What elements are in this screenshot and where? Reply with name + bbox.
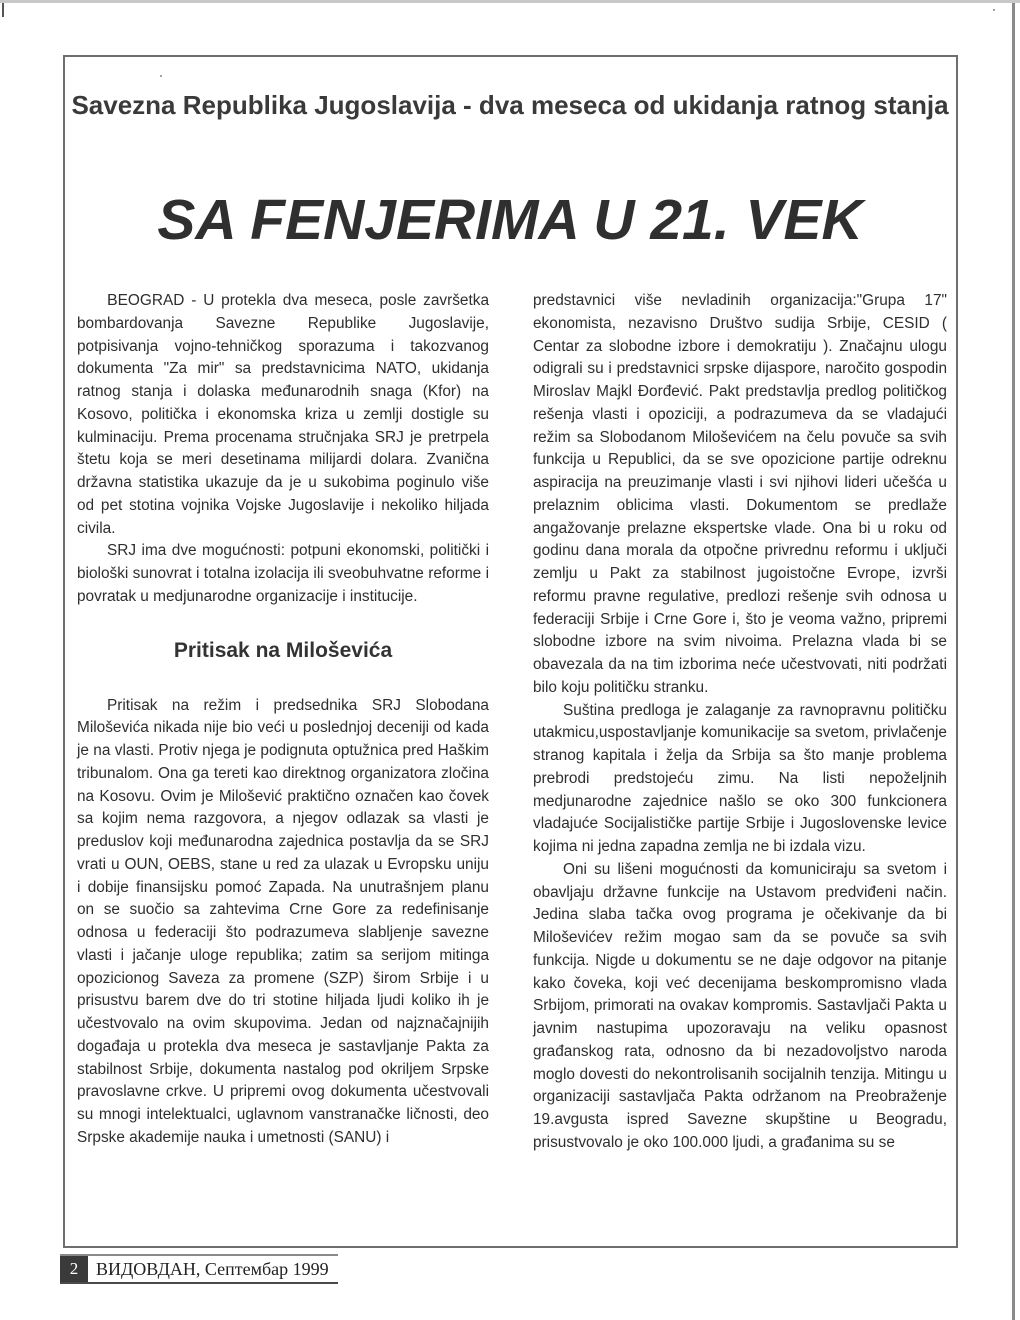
paragraph: Oni su lišeni mogućnosti da komuniciraju sa svetom i obavljaju državne funkcije na Ustavom predviđeni način. Jedina slaba tačka ovog programa je očekivanje da bi Miloševićev režim mogao sam da se povuče sa svih funkcija. Nigde u dokumentu se ne daje odgovor na pitanje kako čoveka, koji već decenijama beskompromisno vlada Srbijom, primorati na ovakav kompromis. Sastavljači Pakta u javnim nastupima upozoravaju na veliku opasnost građanskog rata, odnosno da bi nezadovoljstvo naroda moglo dovesti do nekontrolisanih socijalnih tenzija. Mitingu u organizaciji sastavljača Pakta održanom na Preobraženje 19.avgusta ispred Savezne skupštine u Beogradu, prisustvovalo je oko 100.000 ljudi, a građanima su se (533, 860, 947, 1151)
paragraph: BEOGRAD - U protekla dva meseca, posle završetka bombardovanja Savezne Republike Jugoslavije, potpisivanja vojno-tehničkog sporazuma i takozvanog dokumenta "Za mir" sa predstavnicima NATO, ukidanja ratnog stanja i dolaska međunarodnih snaga (Kfor) na Kosovo, politička i ekonomska kriza u zemlji dostigle su kulminaciju. Prema procenama stručnjaka SRJ je pretrpela štetu koja se meri desetinama milijardi dolara. Zvanična državna statistika ukazuje da je u sukobima poginulo više od pet stotina vojnika Vojske Jugoslavije i nekoliko hiljada civila. (77, 292, 489, 537)
paragraph: SRJ ima dve mogućnosti: potpuni ekonomski, politički i biološki sunovrat i totalna izolacija ili sveobuhvatne reforme i povratak u medjunarodne organizacije i institucije. (77, 542, 489, 605)
paragraph: Suština predloga je zalaganje za ravnopravnu političku utakmicu,uspostavljanje komunikacije sa svetom, privlačenje stranog kapitala i želja da Srbija sa što manje problema prebrodi predstojeću zimu. Na listi nepoželjnih medjunarodne zajednice našlo se oko 300 funkcionera vladajuće Socijalističke partije Srbije i Jugoslovenske levice kojima ni jedna zapadna zemlja ne bi izdala vizu. (533, 701, 947, 855)
left-column (77, 290, 489, 1150)
right-column (533, 290, 947, 1155)
scan-edge-top (0, 0, 1020, 3)
scan-speck (993, 9, 995, 11)
paragraph: predstavnici više nevladinih organizacija:"Grupa 17" ekonomista, nezavisno Društvo sudija Srbije, CESID ( Centar za slobodne izbore i demokratiju ). Značajnu ulogu odigrali su i predstavnici srpske dijaspore, naročito gospodin Miroslav Majkl Đorđević. Pakt predstavlja predlog političkog rešenja vlasti i opoziciji, a podrazumeva da se vladajući režim sa Slobodanom Miloševićem na čelu povuče sa svih funkcija u Republici, da se sve opozicione partije odreknu aspiracija na preuzimanje vlasti i svi njihovi lideri učešća u prelaznim oblicima vlasti. Dokumentom se predlaže angažovanje prelazne ekspertske vlade. Ona bi u roku od godinu dana morala da otpočne privrednu reformu i uključi zemlju u Pakt za stabilnost jugoistočne Evrope, izvrši reformu pravne regulative, predlozi rešenje svih odnosa u federaciji Srbije i Crne Gore i, što je veoma važno, pripremi slobodne izbore na svim nivoima. Prelazna vlada bi se obavezala da na tim izborima neće učestvovati, niti podržati bilo koju političku stranku. (533, 292, 947, 696)
publication-name: ВИДОВДАН, Септембар 1999 (96, 1258, 329, 1279)
article-headline: SA FENJERIMA U 21. VEK (157, 188, 863, 252)
scan-edge-right (1012, 3, 1015, 1320)
scan-edge-left (2, 3, 4, 17)
page-footer (60, 1256, 338, 1284)
paragraph: Pritisak na režim i predsednika SRJ Slobodana Miloševića nikada nije bio veći u poslednjoj deceniji od kada je na vlasti. Protiv njega je podignuta optužnica pred Haškim tribunalom. Ona ga tereti kao direktnog organizatora zločina na Kosovu. Ovim je Milošević praktično označen kao čovek sa kojim nema razgovora, a njegov odlazak sa vlasti je preduslov koji međunarodna zajednica postavlja da se SRJ vrati u OUN, OEBS, stane u red za ulazak u Evropsku uniju i dobije finansijsku pomoć Zapada. Na unutrašnjem planu on se suočio sa zahtevima Crne Gore za redefinisanje odnosa u federaciji što podrazumeva slabljenje savezne vlasti i jačanje uloge republika; zatim sa serijom mitinga opozicionog Saveza za promene (SZP) širom Srbije i u prisustvu barem dve do tri stotine hiljada ljudi koliko ih je učestvovalo na ovim skupovima. Jedan od najznačajnijih događaja u protekla dva meseca je sastavljanje Pakta za stabilnost Srbije, dokumenta nastalog pod okriljem Srpske pravoslavne crkve. U pripremi ovog dokumenta učestvovali su mnogi intelektualci, uglavnom vanstranačke ličnosti, deo Srpske akademije nauka i umetnosti (SANU) i (77, 696, 489, 1146)
section-subheading: Pritisak na Miloševića (173, 638, 393, 662)
article-kicker: Savezna Republika Jugoslavija - dva meseca od ukidanja ratnog stanja (71, 90, 949, 120)
scan-speck (160, 75, 162, 77)
page-number: 2 (60, 1256, 88, 1282)
